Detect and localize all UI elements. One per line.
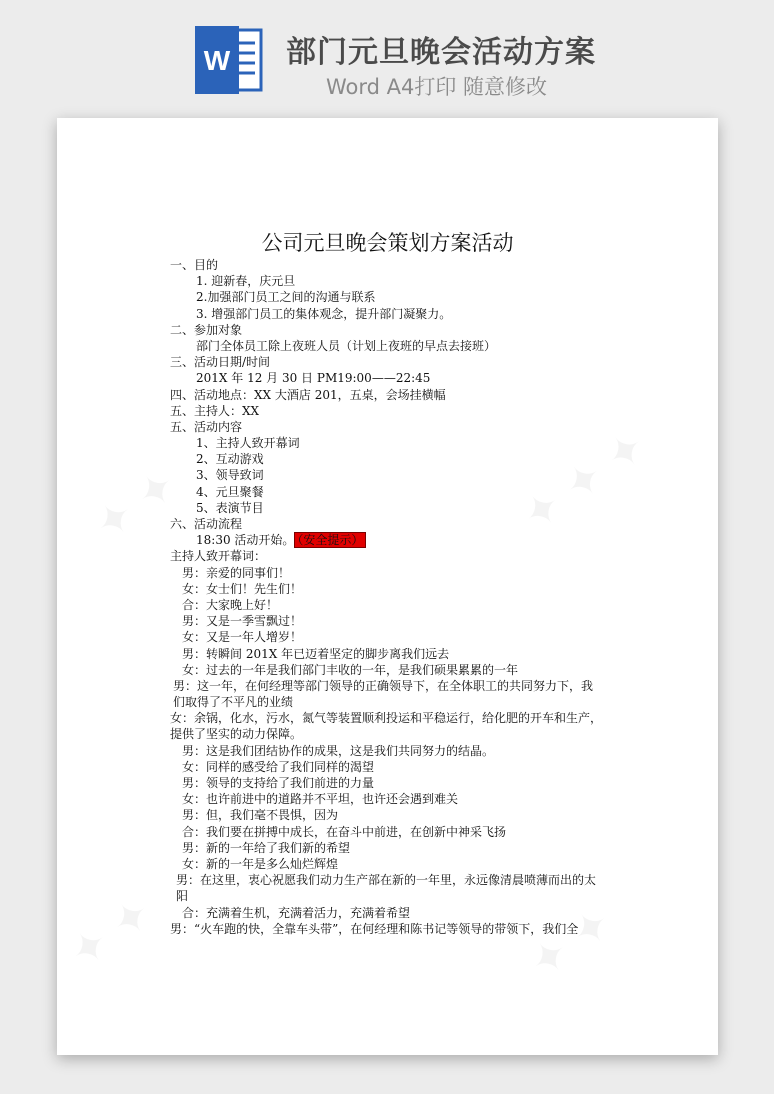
script-line: 合：充满着生机，充满着活力，充满着希望 (182, 905, 411, 920)
list-item: 1、主持人致开幕词 (196, 436, 300, 451)
script-line: 合：大家晚上好！ (182, 597, 279, 612)
script-line: 男：新的一年给了我们新的希望 (182, 840, 351, 855)
list-item: 2.加强部门员工之间的沟通与联系 (196, 290, 376, 305)
page-subtitle: Word A4打印 随意修改 (326, 75, 548, 99)
section-heading: 五、活动内容 (170, 419, 243, 434)
list-item: 1. 迎新春，庆元旦 (196, 274, 296, 289)
script-line: 男：这一年，在何经理等部门领导的正确领导下，在全体职工的共同努力下，我们取得了不平凡的业绩 (173, 678, 594, 710)
script-line: 男：“火车跑的快，全靠车头带”，在何经理和陈书记等领导的带领下，我们全 (170, 921, 579, 936)
section-heading: 五、主持人：XX (170, 403, 260, 418)
document-body (170, 257, 602, 937)
paragraph: 201X 年 12 月 30 日 PM19:00——22:45 (196, 371, 431, 386)
safety-alert-highlight: （安全提示） (294, 532, 366, 548)
section-heading: 六、活动流程 (170, 517, 243, 531)
watermark (60, 887, 161, 979)
section-heading: 三、活动日期/时间 (170, 355, 271, 370)
list-item: 4、元旦聚餐 (196, 484, 264, 499)
script-line: 男：又是一季雪飘过！ (182, 614, 303, 629)
script-line: 男：这是我们团结协作的成果，这是我们共同努力的结晶。 (182, 743, 495, 758)
script-line: 男：亲爱的同事们！ (182, 565, 291, 580)
paragraph (170, 532, 602, 548)
list-item: 3、领导致词 (196, 468, 264, 483)
activity-start-text: 18:30 活动开始。 (196, 533, 295, 548)
word-icon-letter: W (203, 45, 231, 76)
script-line: 男：领导的支持给了我们前进的力量 (182, 776, 375, 791)
paragraph: 部门全体员工除上夜班人员（计划上夜班的早点去接班） (196, 338, 497, 353)
page-title: 部门元旦晚会活动方案 (286, 35, 596, 70)
script-line: 女：余锅，化水，污水，氮气等装置顺利投运和平稳运行，给化肥的开车和生产，提供了坚实的动力保障。 (170, 711, 603, 742)
list-item: 2、互动游戏 (196, 452, 264, 467)
script-line: 合：我们要在拼搏中成长，在奋斗中前进，在创新中神采飞扬 (182, 824, 507, 839)
list-item: 3. 增强部门员工的集体观念，提升部门凝聚力。 (196, 306, 452, 321)
script-line: 女：同样的感受给了我们同样的渴望 (182, 759, 375, 774)
section-heading: 主持人致开幕词： (170, 549, 267, 564)
script-line: 男：在这里，衷心祝愿我们动力生产部在新的一年里，永远像清晨喷薄而出的太阳 (176, 873, 597, 904)
section-heading: 二、参加对象 (170, 322, 243, 337)
script-line: 女：过去的一年是我们部门丰收的一年，是我们硕果累累的一年 (182, 662, 519, 677)
header (0, 0, 774, 108)
script-line: 男：但，我们毫不畏惧，因为 (182, 808, 339, 823)
script-line: 女：也许前进中的道路并不平坦，也许还会遇到难关 (182, 792, 459, 807)
script-line: 女：新的一年是多么灿烂辉煌 (182, 857, 339, 871)
word-icon (193, 24, 265, 96)
section-heading: 一、目的 (170, 258, 219, 272)
script-line: 女：又是一年人增岁！ (182, 630, 303, 645)
section-heading: 四、活动地点：XX 大酒店 201，五桌，会场挂横幅 (170, 387, 446, 402)
script-line: 女：女士们！先生们！ (182, 581, 303, 596)
script-line: 男：转瞬间 201X 年已迈着坚定的脚步离我们远去 (182, 646, 450, 661)
list-item: 5、表演节目 (196, 500, 264, 515)
document-title: 公司元旦晚会策划方案活动 (261, 231, 514, 255)
document-page (57, 118, 718, 1055)
